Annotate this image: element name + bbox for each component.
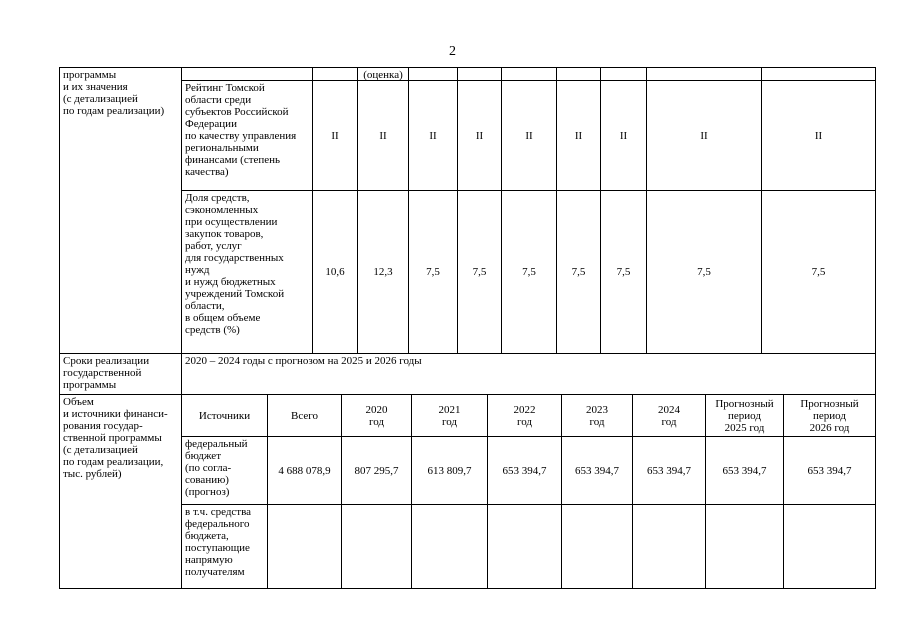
funding-value: 613 809,7 [411, 436, 488, 505]
funding-value: 807 295,7 [341, 436, 412, 505]
header-cell [646, 67, 762, 81]
indicator-value: II [457, 80, 502, 191]
indicator-value: II [408, 80, 458, 191]
funding-source: в т.ч. средства федерального бюджета, поступающие напрямую получателям [181, 504, 268, 589]
funding-value [632, 504, 706, 589]
header-cell [457, 67, 502, 81]
funding-value [783, 504, 876, 589]
funding-header: 2020 год [341, 394, 412, 437]
indicator-value: II [556, 80, 601, 191]
terms-value: 2020 – 2024 годы с прогнозом на 2025 и 2026 годы [181, 353, 876, 395]
header-cell [312, 67, 358, 81]
funding-header: 2024 год [632, 394, 706, 437]
funding-header: Источники [181, 394, 268, 437]
indicator-value: II [646, 80, 762, 191]
funding-header: Всего [267, 394, 342, 437]
funding-value: 653 394,7 [632, 436, 706, 505]
funding-value [705, 504, 784, 589]
indicator-value: 10,6 [312, 190, 358, 354]
header-cell [761, 67, 876, 81]
funding-header: 2022 год [487, 394, 562, 437]
indicator-name: Рейтинг Томской области среди субъектов Российской Федерации по качеству управления региональными финансами (степень качества) [181, 80, 313, 191]
funding-value: 653 394,7 [705, 436, 784, 505]
funding-value [341, 504, 412, 589]
indicator-value: 7,5 [556, 190, 601, 354]
funding-value: 653 394,7 [561, 436, 633, 505]
indicator-value: II [501, 80, 557, 191]
indicator-value: 7,5 [761, 190, 876, 354]
header-cell [408, 67, 458, 81]
funding-value [487, 504, 562, 589]
indicator-value: 7,5 [646, 190, 762, 354]
header-cell [600, 67, 647, 81]
funding-header: 2023 год [561, 394, 633, 437]
indicators-label-cell: программы и их значения (с детализацией по годам реализации) [59, 67, 182, 354]
funding-value: 4 688 078,9 [267, 436, 342, 505]
funding-value [411, 504, 488, 589]
indicator-value: 7,5 [408, 190, 458, 354]
page-number: 2 [449, 44, 456, 59]
funding-value: 653 394,7 [783, 436, 876, 505]
header-cell [181, 67, 313, 81]
indicator-value: 12,3 [357, 190, 409, 354]
indicator-value: 7,5 [457, 190, 502, 354]
funding-header: Прогнозный период 2026 год [783, 394, 876, 437]
funding-value: 653 394,7 [487, 436, 562, 505]
funding-value [267, 504, 342, 589]
funding-header: 2021 год [411, 394, 488, 437]
funding-source: федеральный бюджет (по согла- сованию) (прогноз) [181, 436, 268, 505]
terms-label: Сроки реализации государственной программы [59, 353, 182, 395]
funding-label: Объем и источники финанси- рования государ- ственной программы (с детализацией по годам реализации, тыс. рублей) [59, 394, 182, 589]
header-cell [556, 67, 601, 81]
indicator-value: II [600, 80, 647, 191]
indicator-name: Доля средств, сэкономленных при осуществлении закупок товаров, работ, услуг для государственных нужд и нужд бюджетных учреждений Томской области, в общем объеме средств (%) [181, 190, 313, 354]
funding-value [561, 504, 633, 589]
indicator-value: 7,5 [501, 190, 557, 354]
indicator-value: 7,5 [600, 190, 647, 354]
estimate-label: (оценка) [357, 67, 409, 81]
header-cell [501, 67, 557, 81]
indicator-value: II [761, 80, 876, 191]
funding-header: Прогнозный период 2025 год [705, 394, 784, 437]
indicator-value: II [312, 80, 358, 191]
indicator-value: II [357, 80, 409, 191]
